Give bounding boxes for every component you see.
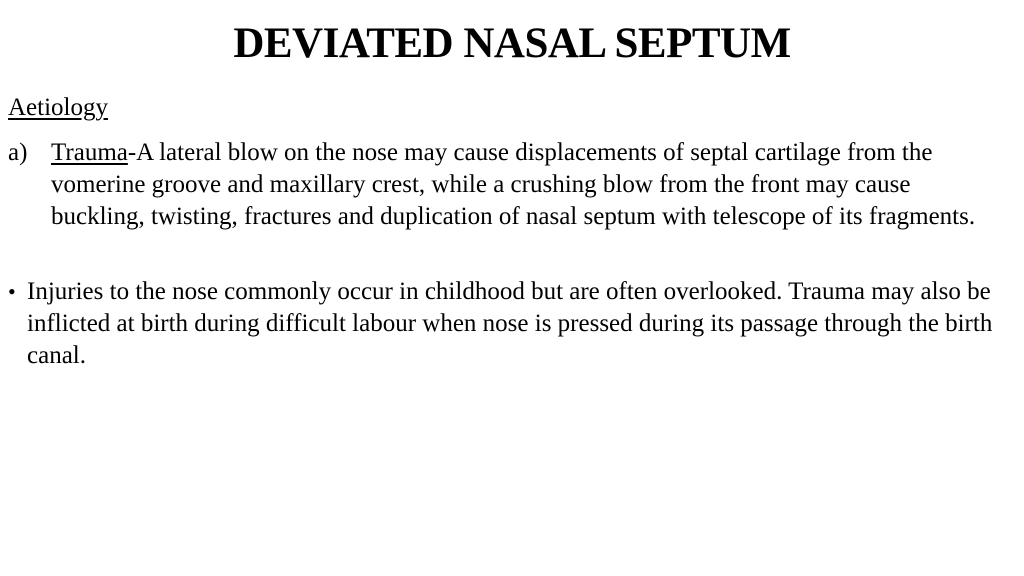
list-marker: a) — [8, 139, 28, 166]
list-item-trauma — [8, 137, 1008, 233]
section-heading: Aetiology — [8, 94, 108, 121]
list-item-injuries — [8, 276, 1008, 372]
slide-title: DEVIATED NASAL SEPTUM — [233, 20, 791, 67]
list-item-text: -A lateral blow on the nose may cause displacements of septal cartilage from the vomerine groove and maxillary crest, while a crushing blow from the front may cause buckling, twisting, fractures and duplication of nasal septum with telescope of its fragments. — [51, 139, 976, 230]
bullet-icon: • — [8, 279, 16, 304]
list-item-body — [51, 137, 1006, 233]
list-item-lead: Trauma — [51, 139, 128, 166]
list-item-body: Injuries to the nose commonly occur in childhood but are often overlooked. Trauma may also be inflicted at birth during difficult labour when nose is pressed during its passage through the birth canal. — [27, 278, 993, 369]
